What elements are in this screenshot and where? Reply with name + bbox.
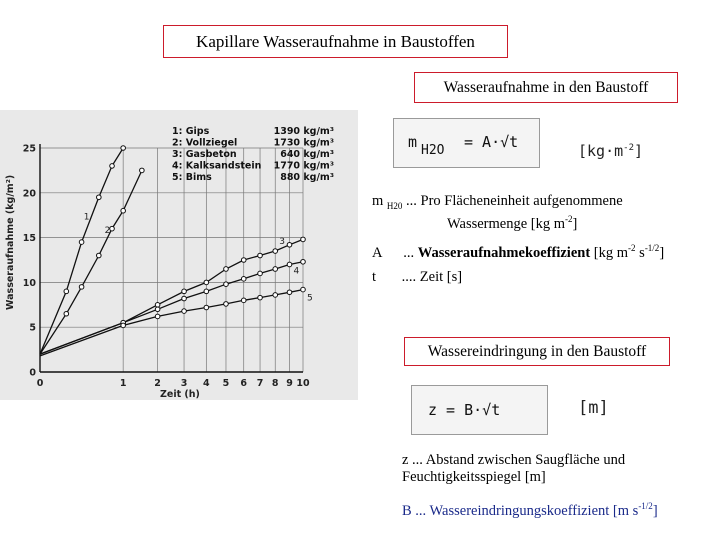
x-tick-label: 5 (222, 378, 230, 389)
legend-key: 1: Gips (172, 126, 210, 137)
x-tick-label: 7 (256, 378, 264, 389)
formula-penetration (411, 385, 548, 435)
y-tick-label: 0 (29, 367, 36, 379)
x-tick-label: 9 (286, 378, 293, 389)
data-point-4 (287, 262, 292, 267)
chart-x-axis-label: Zeit (h) (160, 389, 200, 400)
x-tick-label: 3 (180, 378, 188, 389)
data-point-5 (301, 287, 306, 292)
data-point-3 (155, 303, 160, 308)
data-point-1 (110, 164, 115, 169)
definition-z-line1: z ... Abstand zwischen Saugfläche und (402, 452, 626, 468)
def-A-s: s (635, 244, 645, 261)
data-point-3 (258, 253, 263, 258)
data-point-1 (97, 195, 102, 200)
unit-absorption (578, 142, 643, 160)
def-B-end: ] (652, 502, 658, 519)
section-heading-penetration: Wassereindringung in den Baustoff (404, 337, 670, 366)
data-point-2 (140, 168, 145, 173)
x-tick-label: 1 (119, 378, 127, 389)
data-point-5 (204, 305, 209, 310)
legend-value: 1770 kg/m³ (273, 160, 334, 172)
data-point-3 (301, 237, 306, 242)
legend-value: 640 kg/m³ (280, 149, 334, 160)
data-point-3 (273, 249, 278, 254)
legend-key: 5: Bims (172, 172, 212, 183)
data-point-3 (182, 289, 187, 294)
formula-penetration-text: z = B·√t (428, 401, 501, 419)
y-tick-label: 25 (22, 143, 36, 155)
def-m-sub: H20 (386, 200, 403, 211)
series-label-1: 1 (83, 212, 90, 223)
def-A-exp2: -1/2 (644, 243, 660, 253)
data-point-5 (155, 314, 160, 319)
x-tick-label: 0 (36, 378, 44, 389)
unit-absorption-close: ] (634, 142, 644, 160)
y-tick-label: 10 (22, 277, 36, 289)
data-point-2 (121, 208, 126, 213)
legend-key: 2: Vollziegel (172, 137, 238, 149)
legend-value: 1390 kg/m³ (273, 126, 334, 137)
def-A-end: ] (659, 244, 665, 261)
def-m-symbol: m (372, 193, 384, 209)
data-point-2 (64, 311, 69, 316)
formula-rhs: = A·√t (464, 133, 519, 151)
def-m-text: ... Pro Flächeneinheit aufgenommene (406, 193, 623, 209)
x-tick-label: 4 (203, 378, 210, 389)
unit-absorption-exp: -2 (623, 143, 634, 153)
def-m-text2-end: ] (572, 215, 578, 232)
data-point-5 (273, 293, 278, 298)
y-tick-label: 15 (22, 233, 36, 245)
data-point-4 (301, 259, 306, 264)
x-tick-label: 2 (154, 378, 161, 389)
legend-key: 4: Kalksandstein (172, 160, 262, 172)
data-point-5 (241, 298, 246, 303)
def-A-symbol: A (372, 244, 382, 261)
def-B-text: B ... Wassereindringungskoeffizient [m s (402, 502, 639, 519)
data-point-5 (121, 323, 126, 328)
formula-m-symbol: m (408, 133, 418, 151)
definition-B (402, 498, 658, 520)
series-label-5: 5 (307, 293, 313, 304)
x-tick-label: 8 (271, 378, 279, 389)
data-point-4 (241, 277, 246, 282)
legend-value: 880 kg/m³ (280, 172, 334, 183)
formula-m-subscript: H2O (421, 143, 445, 158)
data-point-4 (273, 267, 278, 272)
definition-m-line2 (447, 211, 577, 233)
data-point-3 (287, 242, 292, 247)
definition-t (372, 269, 462, 286)
y-tick-label: 5 (29, 322, 36, 334)
def-A-unit: [kg m (593, 244, 629, 261)
definition-z-line2: Feuchtigkeitsspiegel [m] (402, 469, 546, 485)
y-tick-label: 20 (22, 188, 36, 200)
def-t-symbol: t (372, 269, 377, 285)
water-absorption-chart (0, 110, 358, 400)
data-point-1 (121, 146, 126, 151)
series-label-2: 2 (104, 226, 111, 237)
data-point-1 (79, 240, 84, 245)
data-point-4 (258, 271, 263, 276)
series-label-4: 4 (293, 266, 300, 277)
section-heading-absorption: Wasseraufnahme in den Baustoff (414, 72, 678, 103)
data-point-5 (287, 290, 292, 295)
def-A-dots: ... (403, 244, 415, 261)
data-point-5 (224, 302, 229, 307)
series-label-3: 3 (279, 237, 285, 248)
legend-key: 3: Gasbeton (172, 149, 237, 160)
unit-penetration: [m] (578, 398, 609, 418)
def-A-exp1: -2 (628, 243, 636, 253)
legend-value: 1730 kg/m³ (273, 137, 334, 149)
def-B-exp: -1/2 (638, 501, 653, 511)
data-point-1 (64, 289, 69, 294)
x-tick-label: 10 (296, 378, 310, 389)
data-point-2 (79, 285, 84, 290)
data-point-3 (224, 267, 229, 272)
data-point-5 (182, 309, 187, 314)
formula-absorption (393, 118, 540, 168)
data-point-2 (97, 253, 102, 258)
data-point-3 (241, 258, 246, 263)
def-m-text2: Wassermenge [kg m (447, 215, 566, 232)
slide-title: Kapillare Wasseraufnahme in Baustoffen (163, 25, 508, 58)
def-m-text2-exp: -2 (565, 214, 573, 224)
data-point-5 (258, 295, 263, 300)
data-point-4 (224, 282, 229, 287)
data-point-4 (182, 296, 187, 301)
data-point-4 (155, 307, 160, 312)
def-t-text: .... Zeit [s] (401, 269, 463, 285)
definition-A (372, 240, 717, 262)
x-tick-label: 6 (240, 378, 248, 389)
unit-absorption-base: [kg·m (578, 142, 624, 160)
chart-y-axis-label: Wasseraufnahme (kg/m²) (5, 174, 16, 310)
def-A-term: Wasseraufnahmekoeffizient (417, 244, 591, 261)
data-point-4 (204, 289, 209, 294)
data-point-3 (204, 280, 209, 285)
